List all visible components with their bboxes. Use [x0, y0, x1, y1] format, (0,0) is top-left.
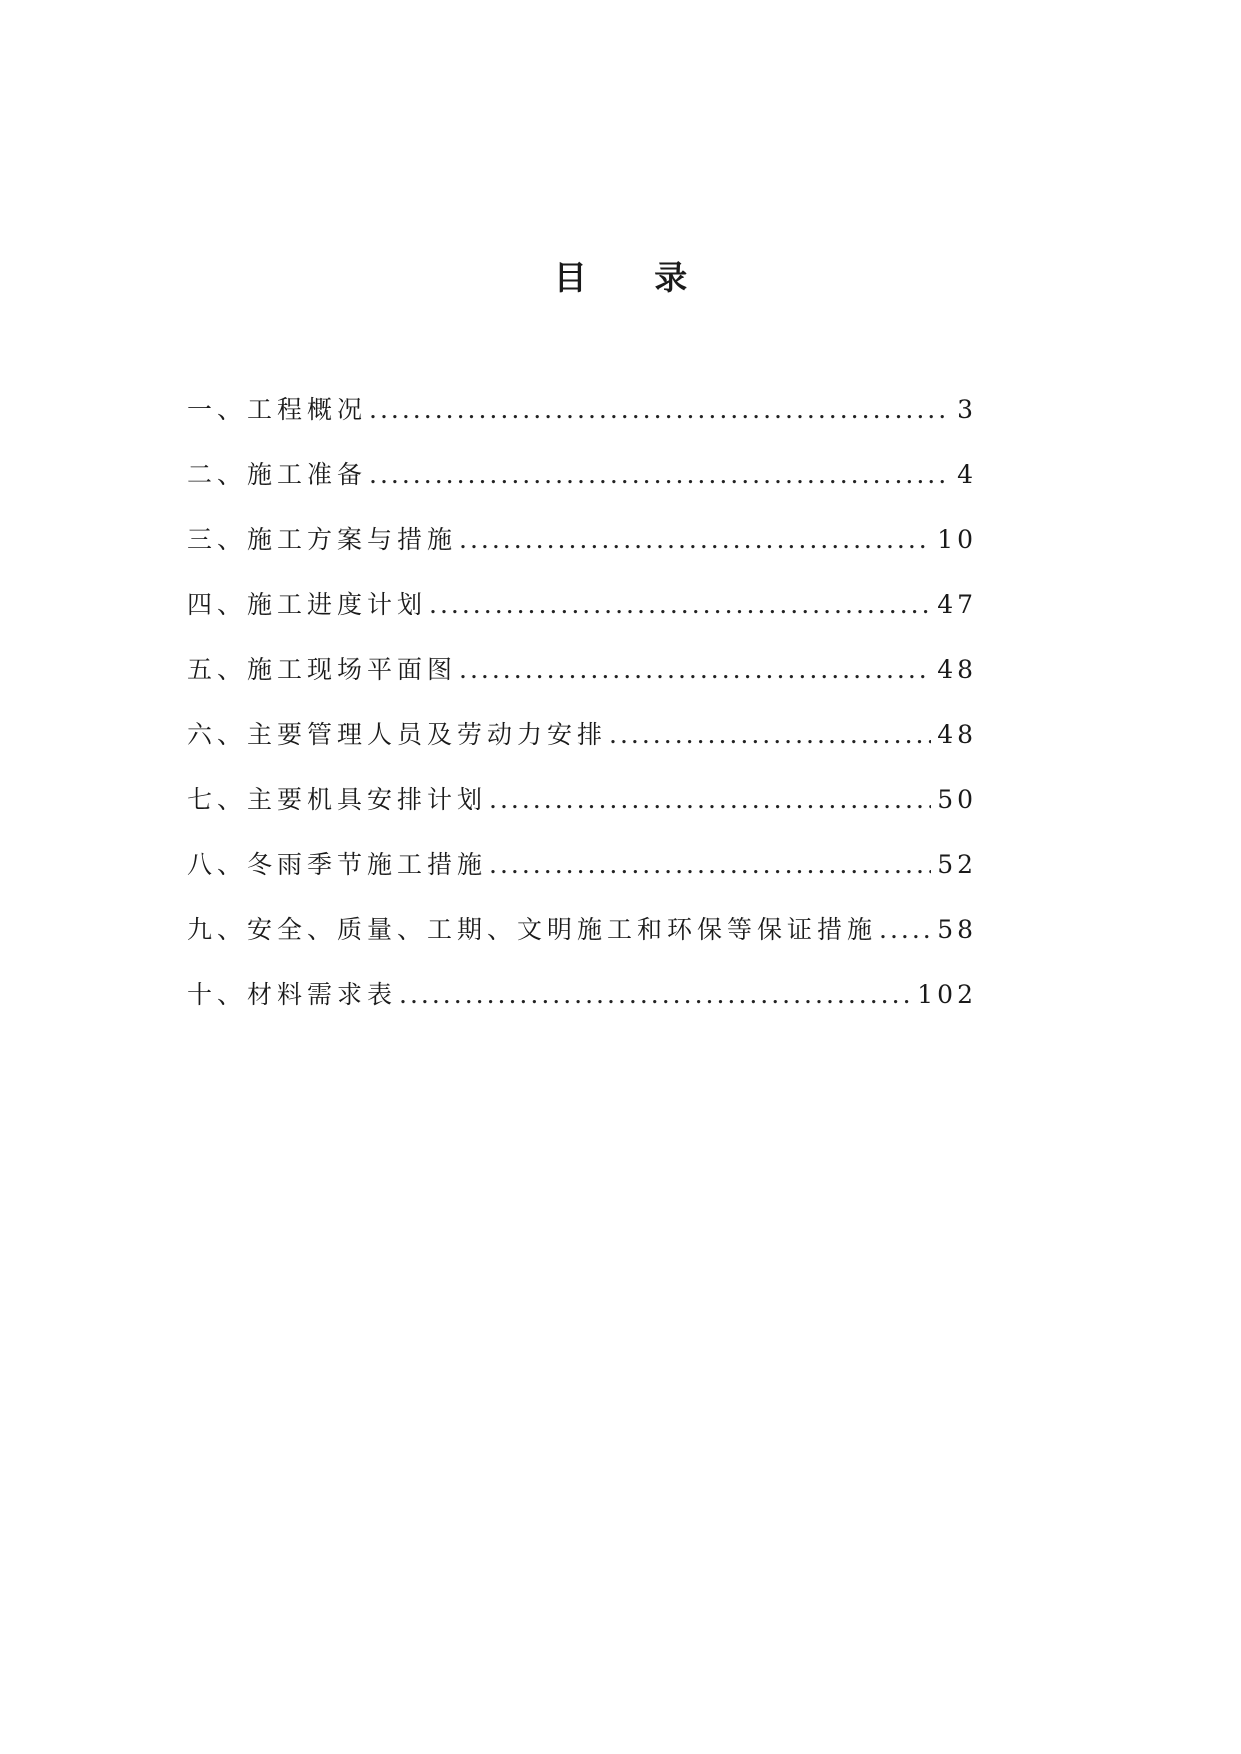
toc-dot-leader [459, 650, 931, 690]
toc-entry-page: 48 [937, 655, 977, 684]
toc-dot-leader [489, 845, 931, 885]
toc-entry-label: 六、主要管理人员及劳动力安排 [187, 720, 608, 749]
toc-dot-leader [399, 975, 911, 1015]
toc-dot-leader [459, 520, 931, 560]
toc-entry-label: 八、冬雨季节施工措施 [187, 850, 488, 879]
toc-entry-page: 50 [937, 785, 977, 814]
toc-entry-page: 4 [957, 460, 977, 489]
toc-entry-label: 九、安全、质量、工期、文明施工和环保等保证措施 [187, 915, 878, 944]
toc-entry[interactable] [187, 975, 977, 1040]
toc-entry[interactable] [187, 650, 977, 715]
toc-entry[interactable] [187, 715, 977, 780]
table-of-contents [187, 390, 977, 1040]
toc-entry[interactable] [187, 845, 977, 910]
toc-dot-leader [429, 585, 931, 625]
toc-entry-label: 四、施工进度计划 [187, 590, 428, 619]
toc-entry-page: 47 [937, 590, 977, 619]
toc-entry[interactable] [187, 455, 977, 520]
toc-entry-page: 102 [917, 980, 977, 1009]
toc-entry-label: 二、施工准备 [187, 460, 368, 489]
toc-entry[interactable] [187, 585, 977, 650]
toc-entry-page: 52 [937, 850, 977, 879]
toc-dot-leader [369, 390, 951, 430]
toc-entry-label: 五、施工现场平面图 [187, 655, 458, 684]
toc-dot-leader [609, 715, 931, 755]
toc-entry-page: 3 [957, 395, 977, 424]
toc-entry-page: 58 [937, 915, 977, 944]
toc-entry-label: 三、施工方案与措施 [187, 525, 458, 554]
page-title: 目 录 [553, 258, 716, 297]
toc-entry-label: 十、材料需求表 [187, 980, 398, 1009]
toc-entry-page: 10 [937, 525, 977, 554]
toc-entry-label: 一、工程概况 [187, 395, 368, 424]
toc-entry[interactable] [187, 780, 977, 845]
toc-entry-label: 七、主要机具安排计划 [187, 785, 488, 814]
toc-entry[interactable] [187, 390, 977, 455]
toc-entry-page: 48 [937, 720, 977, 749]
toc-dot-leader [369, 455, 951, 495]
toc-entry[interactable] [187, 910, 977, 975]
toc-entry[interactable] [187, 520, 977, 585]
toc-dot-leader [879, 910, 931, 950]
toc-dot-leader [489, 780, 931, 820]
